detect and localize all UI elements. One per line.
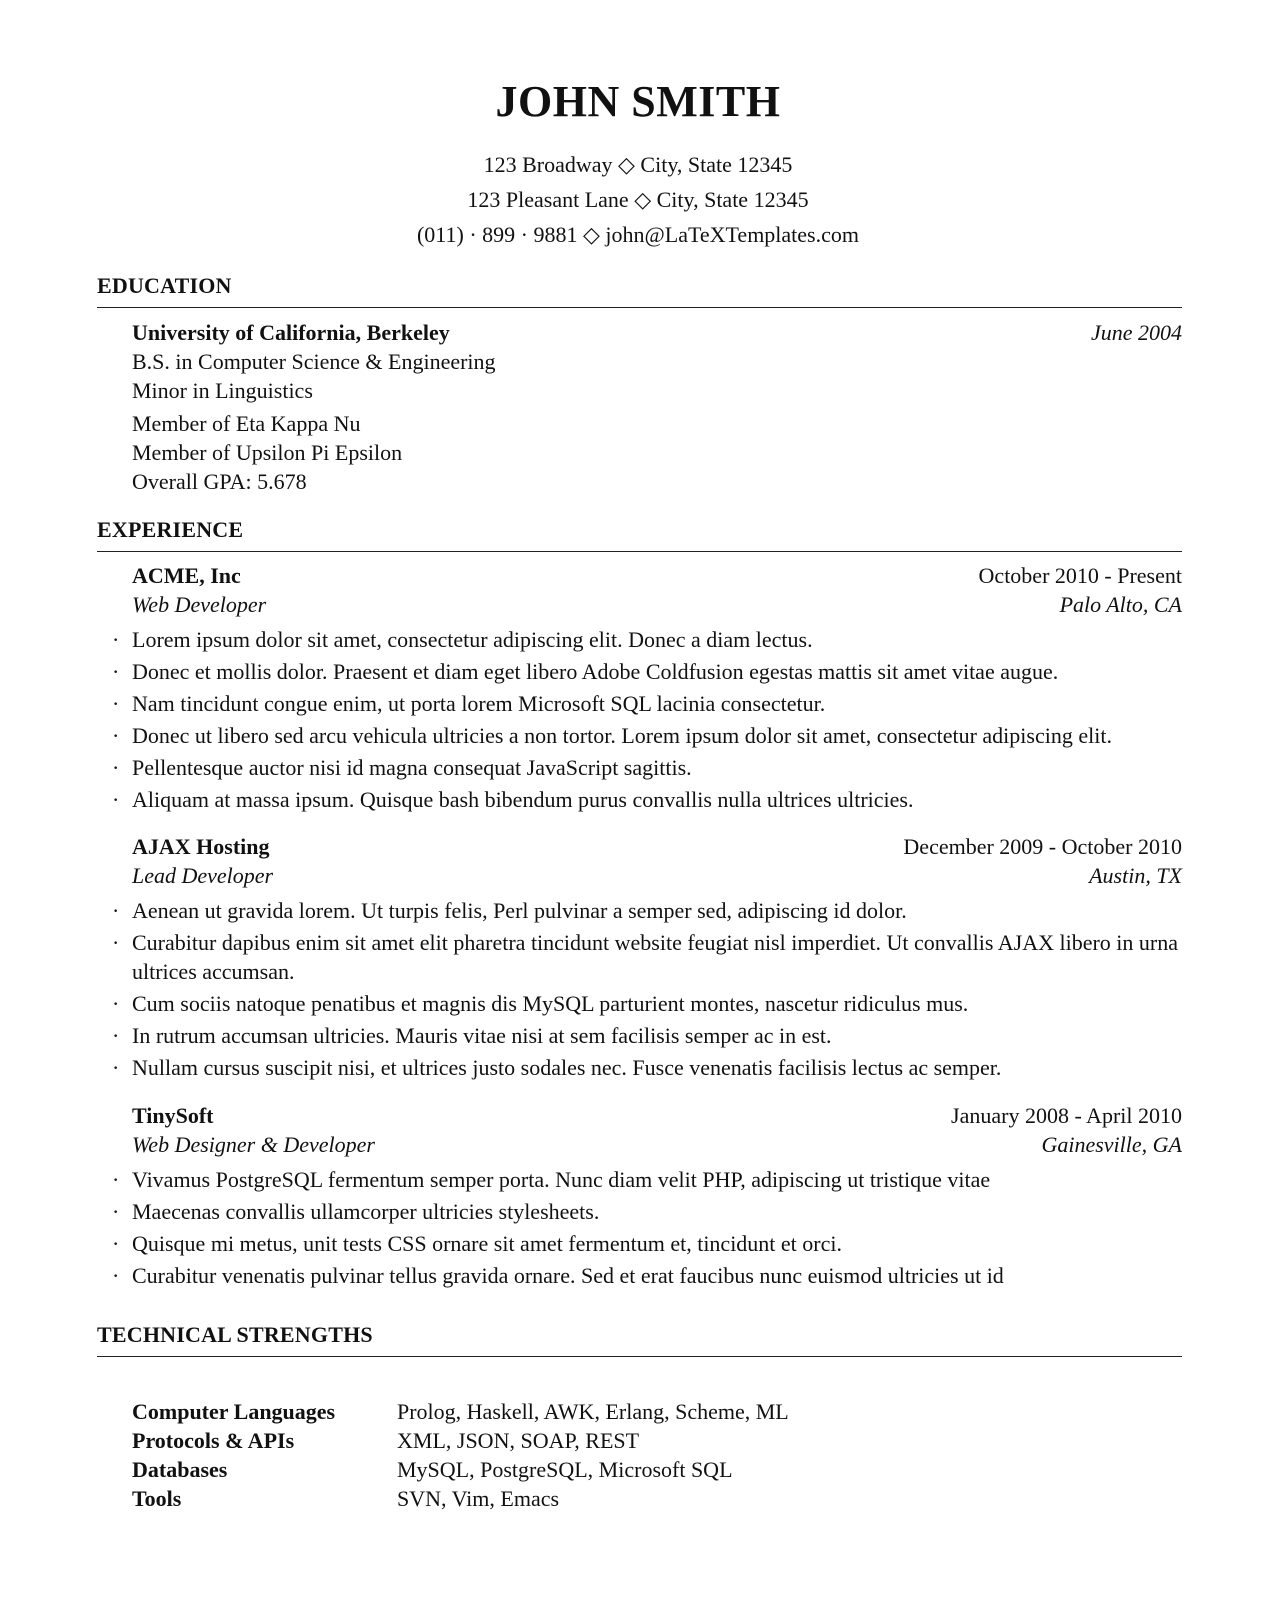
contact-line: (011) · 899 · 9881 ◇ john@LaTeXTemplates.com (416, 222, 859, 247)
bullet-text: Curabitur venenatis pulvinar tellus gravida ornare. Sed et erat faucibus nunc euismod ultricies ut id (132, 1263, 1004, 1288)
education-extra: Member of Eta Kappa Nu (132, 411, 361, 436)
job-header-row (132, 1101, 1182, 1130)
list-item (108, 1021, 1186, 1050)
address-line-1: 123 Broadway ◇ City, State 12345 (483, 152, 793, 177)
job-header-row (132, 832, 1182, 861)
bullet-text: Curabitur dapibus enim sit amet elit pharetra tincidunt website feugiat nisl imperdiet. Ut convallis AJAX libero in urna ultrices accumsan. (132, 930, 1178, 984)
bullet-text: Quisque mi metus, unit tests CSS ornare sit amet fermentum et, tincidunt et orci. (132, 1231, 842, 1256)
list-item (108, 689, 1186, 718)
bullet-text: Pellentesque auctor nisi id magna consequat JavaScript sagittis. (132, 755, 692, 780)
education-header-row (132, 318, 1182, 347)
bullet-text: Nullam cursus suscipit nisi, et ultrices justo sodales nec. Fusce venenatis facilisis lectus ac semper. (132, 1055, 1002, 1080)
skill-values: XML, JSON, SOAP, REST (397, 1428, 640, 1453)
bullet-glyph: · (112, 1231, 120, 1256)
list-item (108, 989, 1186, 1018)
job-bullets-ajax (108, 896, 1186, 1085)
job-dates: January 2008 - April 2010 (951, 1103, 1182, 1128)
education-extra: Overall GPA: 5.678 (132, 469, 307, 494)
list-item (108, 785, 1186, 814)
job-bullets-tinysoft (108, 1165, 1186, 1293)
graduation-date: June 2004 (1090, 320, 1182, 345)
list-item (108, 1261, 1186, 1290)
job-dates: October 2010 - Present (978, 563, 1182, 588)
minor-line: Minor in Linguistics (132, 378, 313, 403)
bullet-glyph: · (112, 659, 120, 684)
list-item (108, 1197, 1186, 1226)
list-item (108, 1053, 1186, 1082)
list-item (108, 721, 1186, 750)
job-location: Gainesville, GA (1041, 1132, 1182, 1157)
bullet-text: Cum sociis natoque penatibus et magnis dis MySQL parturient montes, nascetur ridiculus mus. (132, 991, 969, 1016)
bullet-text: In rutrum accumsan ultricies. Mauris vitae nisi at sem facilisis semper ac in est. (132, 1023, 832, 1048)
section-rule-education (97, 307, 1182, 308)
section-title-education: EDUCATION (97, 273, 232, 298)
school-name: University of California, Berkeley (132, 320, 450, 345)
skill-values: SVN, Vim, Emacs (397, 1486, 560, 1511)
skills-table (132, 1397, 789, 1513)
table-row (132, 1426, 789, 1455)
bullet-glyph: · (112, 723, 120, 748)
job-entry-tinysoft (132, 1101, 1182, 1159)
list-item (108, 928, 1186, 986)
list-item (108, 625, 1186, 654)
bullet-glyph: · (112, 755, 120, 780)
skill-category: Tools (132, 1486, 182, 1511)
company-name: TinySoft (132, 1103, 214, 1128)
section-rule-skills (97, 1356, 1182, 1357)
table-row (132, 1484, 789, 1513)
section-title-experience: EXPERIENCE (97, 517, 244, 542)
job-header-row (132, 561, 1182, 590)
bullet-text: Aliquam at massa ipsum. Quisque bash bibendum purus convallis nulla ultrices ultricies. (132, 787, 914, 812)
list-item (108, 896, 1186, 925)
job-bullets-acme (108, 625, 1186, 817)
bullet-glyph: · (112, 691, 120, 716)
address-line-2: 123 Pleasant Lane ◇ City, State 12345 (467, 187, 809, 212)
bullet-glyph: · (112, 930, 120, 955)
bullet-glyph: · (112, 787, 120, 812)
list-item (108, 1165, 1186, 1194)
skill-values: MySQL, PostgreSQL, Microsoft SQL (397, 1457, 733, 1482)
job-dates: December 2009 - October 2010 (903, 834, 1182, 859)
job-role: Web Developer (132, 592, 267, 617)
bullet-text: Aenean ut gravida lorem. Ut turpis felis, Perl pulvinar a semper sed, adipiscing id dolor. (132, 898, 907, 923)
bullet-glyph: · (112, 898, 120, 923)
section-title-skills: TECHNICAL STRENGTHS (97, 1322, 373, 1347)
bullet-text: Maecenas convallis ullamcorper ultricies stylesheets. (132, 1199, 600, 1224)
company-name: AJAX Hosting (132, 834, 270, 859)
bullet-text: Donec ut libero sed arcu vehicula ultricies a non tortor. Lorem ipsum dolor sit amet, consectetur adipiscing elit. (132, 723, 1112, 748)
skill-values: Prolog, Haskell, AWK, Erlang, Scheme, ML (397, 1399, 789, 1424)
job-entry-acme (132, 561, 1182, 619)
bullet-glyph: · (112, 991, 120, 1016)
job-subheader-row (132, 861, 1182, 890)
bullet-glyph: · (112, 1055, 120, 1080)
skill-category: Computer Languages (132, 1399, 336, 1424)
list-item (108, 753, 1186, 782)
job-subheader-row (132, 590, 1182, 619)
bullet-text: Donec et mollis dolor. Praesent et diam eget libero Adobe Coldfusion egestas mattis sit amet vitae augue. (132, 659, 1059, 684)
job-role: Web Designer & Developer (132, 1132, 375, 1157)
job-role: Lead Developer (132, 863, 274, 888)
bullet-glyph: · (112, 1167, 120, 1192)
skill-category: Databases (132, 1457, 228, 1482)
job-location: Austin, TX (1089, 863, 1182, 888)
list-item (108, 657, 1186, 686)
job-entry-ajax (132, 832, 1182, 890)
bullet-text: Nam tincidunt congue enim, ut porta lorem Microsoft SQL lacinia consectetur. (132, 691, 826, 716)
degree-line: B.S. in Computer Science & Engineering (132, 349, 496, 374)
section-rule-experience (97, 551, 1182, 552)
candidate-name: JOHN SMITH (495, 77, 781, 126)
job-subheader-row (132, 1130, 1182, 1159)
table-row (132, 1455, 789, 1484)
bullet-glyph: · (112, 1263, 120, 1288)
skill-category: Protocols & APIs (132, 1428, 295, 1453)
table-row (132, 1397, 789, 1426)
job-location: Palo Alto, CA (1059, 592, 1182, 617)
education-entry (132, 318, 1182, 496)
company-name: ACME, Inc (132, 563, 241, 588)
bullet-text: Lorem ipsum dolor sit amet, consectetur adipiscing elit. Donec a diam lectus. (132, 627, 813, 652)
bullet-glyph: · (112, 627, 120, 652)
education-extra: Member of Upsilon Pi Epsilon (132, 440, 403, 465)
list-item (108, 1229, 1186, 1258)
bullet-glyph: · (112, 1199, 120, 1224)
bullet-text: Vivamus PostgreSQL fermentum semper porta. Nunc diam velit PHP, adipiscing ut tristique vitae (132, 1167, 991, 1192)
bullet-glyph: · (112, 1023, 120, 1048)
